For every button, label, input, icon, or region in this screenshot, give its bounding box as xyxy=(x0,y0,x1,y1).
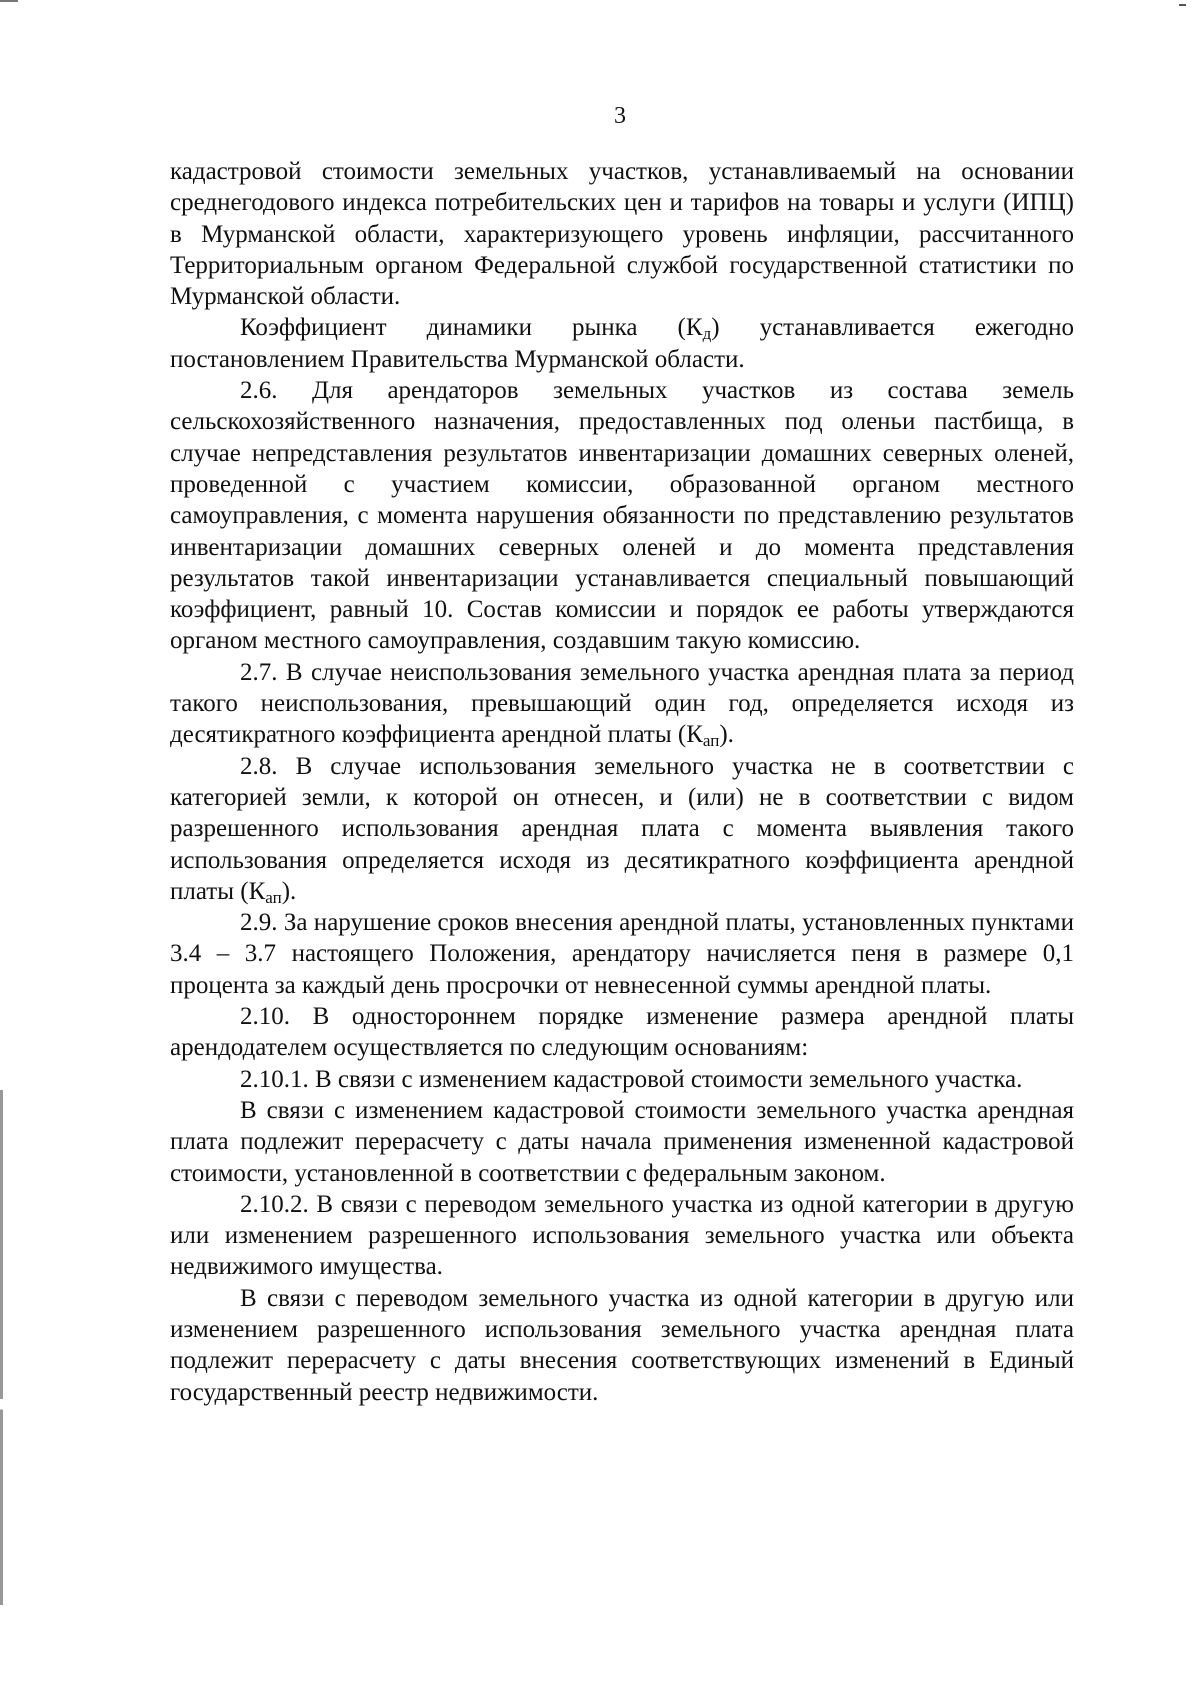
paragraph-p9 xyxy=(170,1095,1074,1189)
page-number: 3 xyxy=(614,103,626,129)
scan-binding-edge xyxy=(0,1090,3,1605)
paragraph-p10 xyxy=(170,1189,1074,1283)
subscript-text: ап xyxy=(702,731,720,751)
paragraph-text: В связи с переводом земельного участка из одной категории в другую или изменением разрешенного использования земельного участка арендная плата подлежит перерасчету с даты внесения соответствующих изменений в Единый государственный реестр недвижимости. xyxy=(170,1284,1074,1406)
paragraph-text: 2.10.2. В связи с переводом земельного участка из одной категории в другую или изменением разрешенного использования земельного участка или объекта недвижимого имущества. xyxy=(170,1190,1074,1281)
paragraph-text: Коэффициент динамики рынка (К xyxy=(240,314,703,342)
paragraph-p3 xyxy=(170,375,1074,657)
paragraph-p7 xyxy=(170,1001,1074,1064)
paragraph-text: 2.9. За нарушение сроков внесения арендной платы, установленных пунктами 3.4 – 3.7 настоящего Положения, арендатору начисляется пеня в размере 0,1 процента за каждый день просрочки от невнесенной суммы арендной платы. xyxy=(170,909,1074,999)
paragraph-text: 2.7. В случае неиспользования земельного участка арендная плата за период такого неиспользования, превышающий один год, определяется исходя из десятикратного коэффициента арендной платы (К xyxy=(170,658,1074,749)
paragraph-p8 xyxy=(170,1064,1074,1095)
paragraph-text: 2.10.1. В связи с изменением кадастровой стоимости земельного участка. xyxy=(240,1065,1023,1093)
paragraph-text: ). xyxy=(719,721,734,749)
paragraph-p1 xyxy=(170,156,1074,312)
paragraph-p5 xyxy=(170,751,1074,907)
paragraph-text: ) устанавливается ежегодно постановлением Правительства Мурманской области. xyxy=(170,314,1074,373)
document-body xyxy=(170,156,1074,1408)
paragraph-text: 2.6. Для арендаторов земельных участков из состава земель сельскохозяйственного назначения, предоставленных под оленьи пастбища, в случае непредставления результатов инвентаризации домашних северных оленей, проведенной с участием комиссии, образованной органом местного самоуправления, с момента нарушения обязанности по представлению результатов инвентаризации домашних северных оленей и до момента представления результатов такой инвентаризации устанавливается специальный повышающий коэффициент, равный 10. Состав комиссии и порядок ее работы утверждаются органом местного самоуправления, создавшим такую комиссию. xyxy=(170,377,1074,655)
paragraph-p4 xyxy=(170,657,1074,751)
paragraph-text: кадастровой стоимости земельных участков, устанавливаемый на основании среднегодового индекса потребительских цен и тарифов на товары и услуги (ИПЦ) в Мурманской области, характеризующего уровень инфляции, рассчитанного Территориальным органом Федеральной службой государственной статистики по Мурманской области. xyxy=(170,158,1074,311)
paragraph-text: 2.8. В случае использования земельного участка не в соответствии с категорией земли, к которой он отнесен, и (или) не в соответствии с видом разрешенного использования арендная плата с момента выявления такого использования определяется исходя из десятикратного коэффициента арендной платы (К xyxy=(170,752,1074,905)
paragraph-text: ). xyxy=(281,877,297,905)
scan-corner-mark xyxy=(0,0,18,2)
scan-corner-mark xyxy=(1179,4,1186,6)
paragraph-text: В связи с изменением кадастровой стоимости земельного участка арендная плата подлежит перерасчету с даты начала применения измененной кадастровой стоимости, установленной в соответствии с федеральным законом. xyxy=(170,1096,1074,1187)
paragraph-p11 xyxy=(170,1283,1074,1408)
subscript-text: ап xyxy=(265,887,282,907)
subscript-text: д xyxy=(702,324,712,344)
paragraph-p6 xyxy=(170,907,1074,1001)
paragraph-p2 xyxy=(170,312,1074,375)
paragraph-text: 2.10. В одностороннем порядке изменение размера арендной платы арендодателем осуществляется по следующим основаниям: xyxy=(170,1003,1074,1062)
